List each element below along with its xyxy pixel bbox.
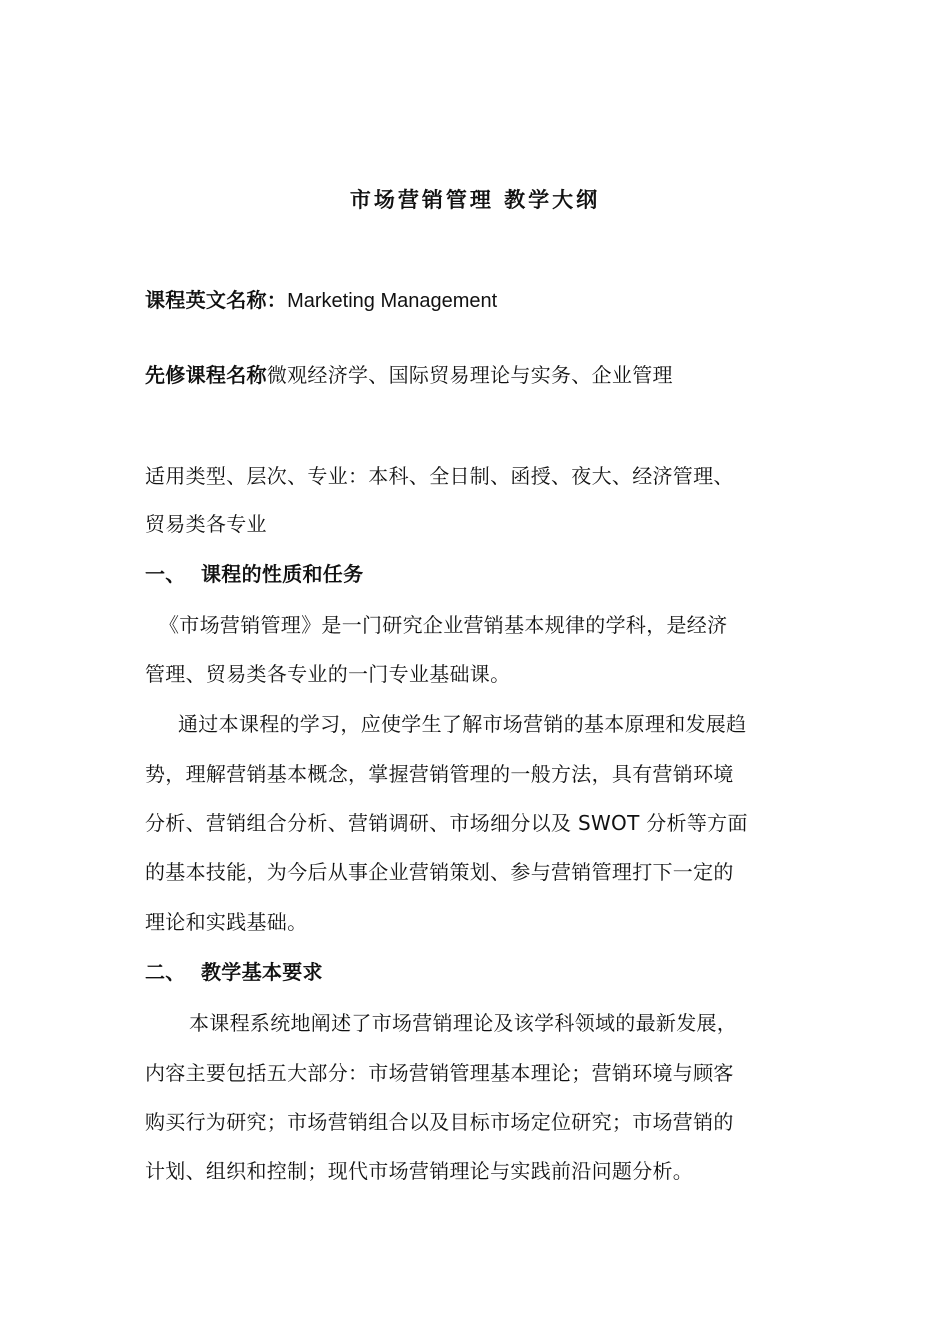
- section-2-paragraph-1-line-2: 内容主要包括五大部分：市场营销管理基本理论；营销环境与顾客: [145, 1061, 734, 1085]
- section-1-paragraph-1-line-2: 管理、贸易类各专业的一门专业基础课。: [145, 662, 511, 686]
- section-1-paragraph-2-line-5: 理论和实践基础。: [145, 910, 308, 934]
- section-2-number: 二、: [145, 960, 186, 984]
- section-2-paragraph-1-line-1: 本课程系统地阐述了市场营销理论及该学科领域的最新发展，: [189, 1011, 738, 1035]
- section-2-heading: [145, 958, 810, 986]
- prerequisite-value: 微观经济学、国际贸易理论与实务、企业管理: [266, 363, 673, 387]
- section-2-paragraph-1-line-3: 购买行为研究；市场营销组合以及目标市场定位研究；市场营销的: [145, 1110, 734, 1134]
- document-title: 市场营销管理 教学大纲: [349, 188, 601, 212]
- section-1-paragraph-2-line-3: 分析、营销组合分析、营销调研、市场细分以及 SWOT 分析等方面: [145, 811, 748, 835]
- section-1-heading: [145, 560, 810, 588]
- english-name-value: Marketing Management: [287, 290, 498, 312]
- section-1-title: 课程的性质和任务: [201, 562, 364, 586]
- applicable-line-2: 贸易类各专业: [145, 512, 267, 536]
- section-1-number: 一、: [145, 562, 186, 586]
- section-2-paragraph-1-line-4: 计划、组织和控制；现代市场营销理论与实践前沿问题分析。: [145, 1159, 694, 1183]
- prerequisite-label: 先修课程名称: [145, 363, 267, 387]
- applicable-line-1: 适用类型、层次、专业：本科、全日制、函授、夜大、经济管理、: [145, 464, 734, 488]
- section-1-paragraph-2-line-4: 的基本技能，为今后从事企业营销策划、参与营销管理打下一定的: [145, 860, 734, 884]
- prerequisite-line: [145, 361, 810, 389]
- section-1-paragraph-2-line-1: 通过本课程的学习，应使学生了解市场营销的基本原理和发展趋: [178, 712, 747, 736]
- english-name-line: [145, 286, 810, 315]
- english-name-label: 课程英文名称：: [145, 288, 288, 312]
- section-1-paragraph-2-line-2: 势，理解营销基本概念，掌握营销管理的一般方法，具有营销环境: [145, 762, 734, 786]
- section-1-paragraph-1-line-1: 《市场营销管理》是一门研究企业营销基本规律的学科，是经济: [159, 613, 728, 637]
- section-2-title: 教学基本要求: [201, 960, 323, 984]
